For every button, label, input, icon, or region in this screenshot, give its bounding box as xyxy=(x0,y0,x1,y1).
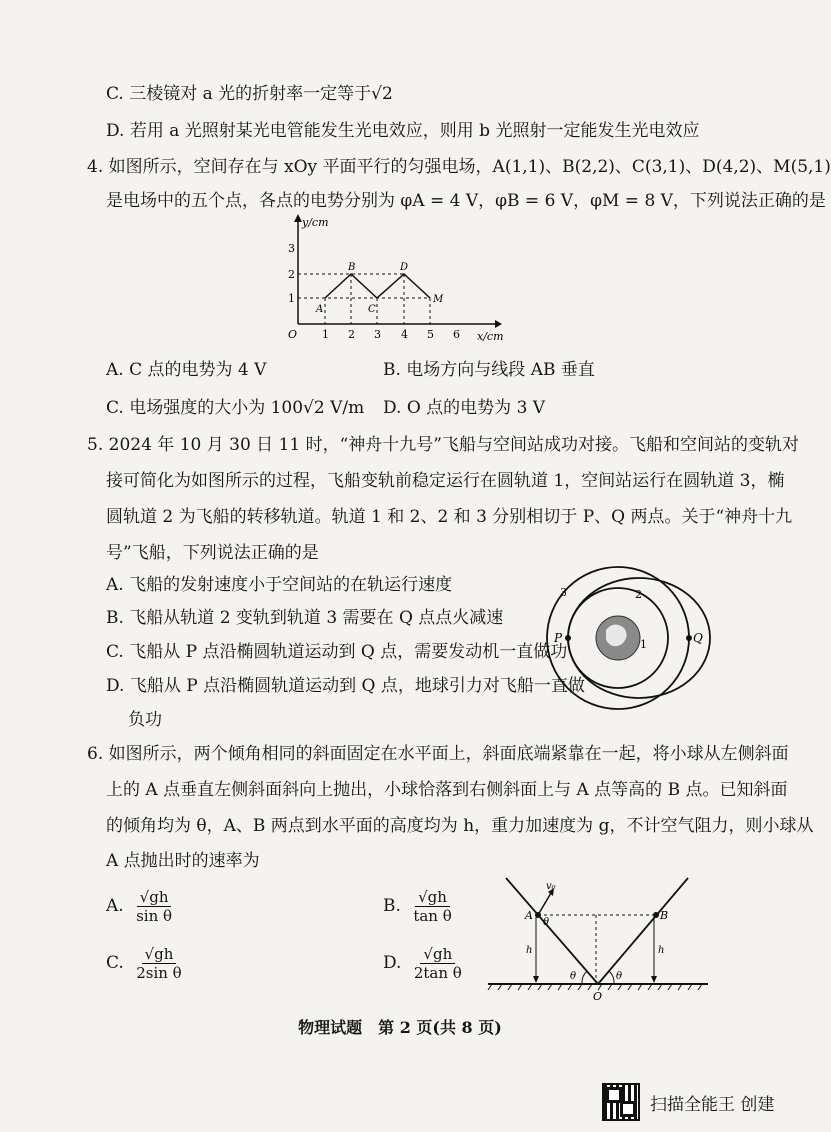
point-D-label: D xyxy=(400,262,409,273)
right-incline xyxy=(598,878,688,984)
x-tick-6: 6 xyxy=(453,328,460,341)
scanner-watermark xyxy=(602,1083,774,1121)
q6-incline-diagram xyxy=(488,875,710,1005)
q4-option-b: B. 电场方向与线段 AB 垂直 xyxy=(383,360,595,380)
label-theta-A: θ xyxy=(543,917,550,928)
label-h-left: h xyxy=(526,945,533,956)
x-tick-1: 1 xyxy=(322,328,329,341)
q4-option-d: D. O 点的电势为 3 V xyxy=(383,398,546,418)
y-tick-1: 1 xyxy=(288,292,295,305)
q5-orbit-diagram xyxy=(540,560,703,720)
q6-stem-line2: 上的 A 点垂直左侧斜面斜向上抛出，小球恰落到右侧斜面上与 A 点等高的 B 点。已知斜面 xyxy=(106,780,788,800)
label-orbit-1: 1 xyxy=(640,638,647,651)
q6-option-a: A. $\frac{√gh}{\text{sin θ}}$ xyxy=(106,888,173,925)
q5-option-d-line1: D. 飞船从 P 点沿椭圆轨道运动到 Q 点，地球引力对飞船一直做 xyxy=(106,676,585,696)
label-O: O xyxy=(593,990,603,1003)
q6-option-b: B. $\frac{√gh}{\text{tan θ}}$ xyxy=(383,888,452,925)
theta-arc-right xyxy=(609,971,614,984)
point-B-label: B xyxy=(348,262,356,273)
point-C-label: C xyxy=(368,304,376,315)
label-orbit-2: 2 xyxy=(635,588,642,601)
point-M-label: M xyxy=(433,294,444,305)
q5-stem-line3: 圆轨道 2 为飞船的转移轨道。轨道 1 和 2、2 和 3 分别相切于 P、Q 两点。关于“神舟十九 xyxy=(106,507,793,527)
q4-potential-graph xyxy=(280,212,510,342)
label-P: P xyxy=(554,631,563,645)
y-axis-arrow xyxy=(294,214,302,222)
q4-option-a: A. C 点的电势为 4 V xyxy=(106,360,267,380)
q5-option-b: B. 飞船从轨道 2 变轨到轨道 3 需要在 Q 点点火减速 xyxy=(106,608,504,628)
point-Q xyxy=(686,635,692,641)
x-axis-label: x/cm xyxy=(477,330,504,343)
q5-option-a: A. 飞船的发射速度小于空间站的在轨运行速度 xyxy=(106,575,453,595)
point-P xyxy=(565,635,571,641)
q4-stem-line2: 是电场中的五个点，各点的电势分别为 φA = 4 V，φB = 6 V，φM = 8 V，下列说法正确的是 xyxy=(106,191,826,211)
label-theta-right: θ xyxy=(616,971,623,982)
scanner-label: 扫描全能王 创建 xyxy=(650,1094,775,1115)
path-ABCDM xyxy=(325,274,430,298)
q5-option-c: C. 飞船从 P 点沿椭圆轨道运动到 Q 点，需要发动机一直做功 xyxy=(106,642,568,662)
q6-stem-line4: A 点抛出时的速率为 xyxy=(106,851,260,871)
label-Q: Q xyxy=(693,631,703,645)
x-tick-3: 3 xyxy=(374,328,381,341)
h-left-arrowhead xyxy=(533,976,539,983)
page-footer: 物理试题 第 2 页(共 8 页) xyxy=(298,1018,502,1037)
label-A: A xyxy=(525,909,533,922)
x-tick-4: 4 xyxy=(401,328,408,341)
origin-label: O xyxy=(288,328,298,341)
q5-option-d-line2: 负功 xyxy=(128,710,162,730)
q6-stem-line3: 的倾角均为 θ，A、B 两点到水平面的高度均为 h，重力加速度为 g，不计空气阻力，则小球从 xyxy=(106,816,814,836)
y-tick-2: 2 xyxy=(288,268,295,281)
q6-option-c: C. $\frac{√gh}{\text{2sin θ}}$ xyxy=(106,945,182,982)
q3-option-c: C. 三棱镜对 a 光的折射率一定等于√2 xyxy=(106,84,393,104)
v0-arrow xyxy=(538,893,551,915)
h-right-arrowhead xyxy=(651,976,657,983)
y-axis-label: y/cm xyxy=(302,216,329,229)
theta-arc-left xyxy=(582,971,587,984)
q4-stem-line1: 4. 如图所示，空间存在与 xOy 平面平行的匀强电场，A(1,1)、B(2,2)、C(3,1)、D(4,2)、M(5,1) xyxy=(87,157,831,177)
x-tick-5: 5 xyxy=(427,328,434,341)
label-h-right: h xyxy=(658,945,665,956)
qr-code-icon xyxy=(602,1083,640,1121)
q4-option-c: C. 电场强度的大小为 100√2 V/m xyxy=(106,398,365,418)
x-axis-arrow xyxy=(495,320,502,328)
q5-stem-line2: 接可简化为如图所示的过程，飞船变轨前稳定运行在圆轨道 1，空间站运行在圆轨道 3，椭 xyxy=(106,471,785,491)
q6-stem-line1: 6. 如图所示，两个倾角相同的斜面固定在水平面上，斜面底端紧靠在一起，将小球从左侧斜面 xyxy=(87,744,789,764)
label-B: B xyxy=(660,909,669,922)
label-orbit-3: 3 xyxy=(560,586,567,599)
q5-stem-line4: 号”飞船，下列说法正确的是 xyxy=(106,543,319,563)
q5-stem-line1: 5. 2024 年 10 月 30 日 11 时，“神舟十九号”飞船与空间站成功对接。飞船和空间站的变轨对 xyxy=(87,435,799,455)
q3-option-d: D. 若用 a 光照射某光电管能发生光电效应，则用 b 光照射一定能发生光电效应 xyxy=(106,121,700,141)
y-tick-3: 3 xyxy=(288,242,295,255)
point-A-label: A xyxy=(316,304,324,315)
x-tick-2: 2 xyxy=(348,328,355,341)
label-v0: v₀ xyxy=(546,881,556,892)
q6-option-d: D. $\frac{√gh}{\text{2tan θ}}$ xyxy=(383,945,462,982)
label-theta-left: θ xyxy=(570,971,577,982)
